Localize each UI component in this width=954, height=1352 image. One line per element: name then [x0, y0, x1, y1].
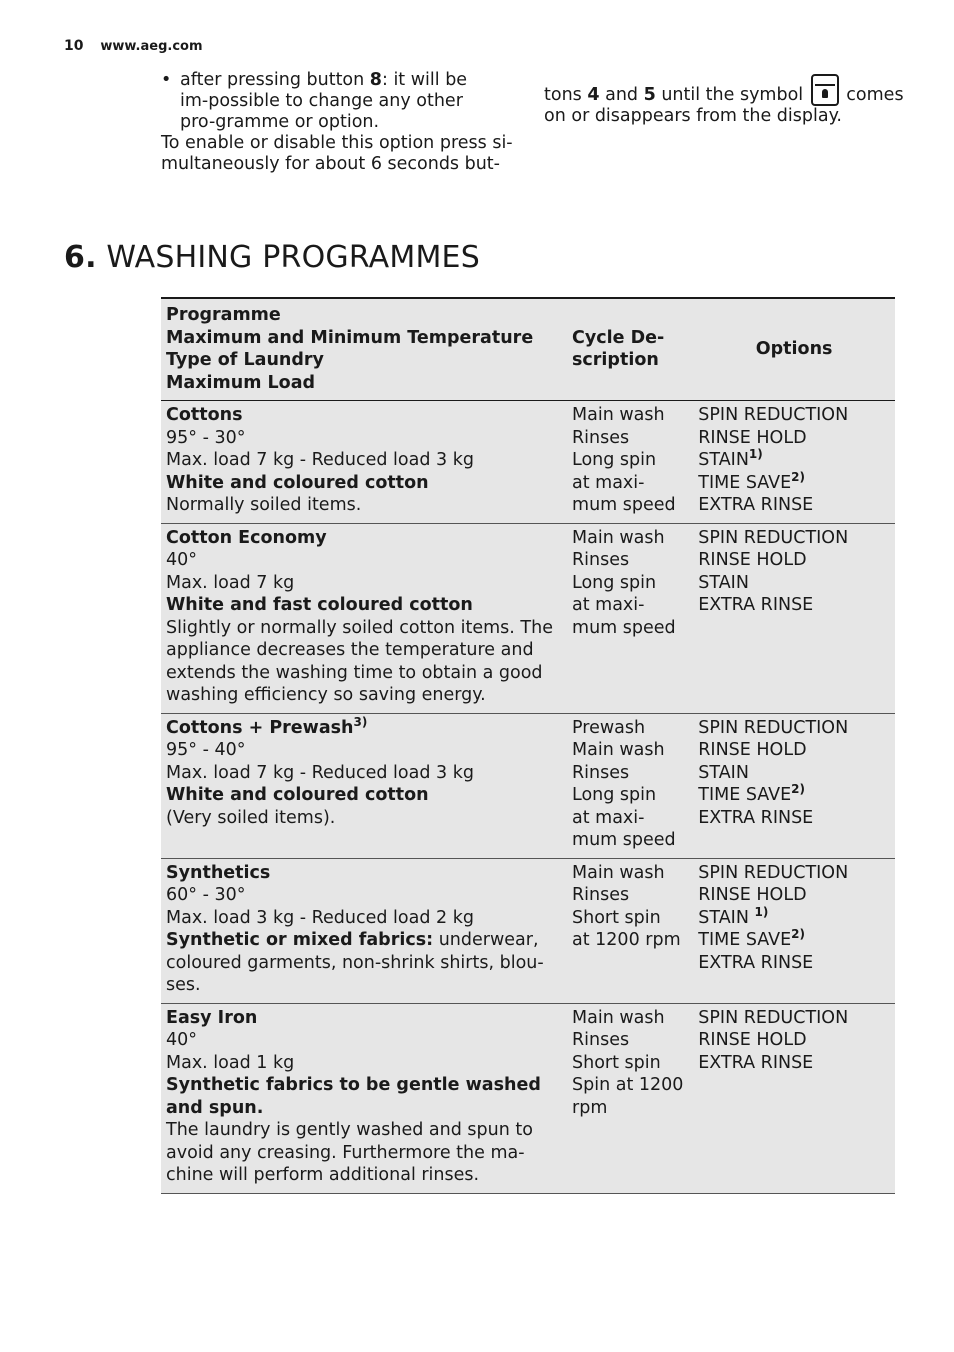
programme-cell: Cottons 95° - 30° Max. load 7 kg - Reduced load 3 kg White and coloured cotton Normally soiled items. — [161, 401, 567, 524]
table-row — [161, 401, 895, 524]
programme-name: Cottons — [166, 405, 243, 425]
table-row — [161, 713, 895, 858]
button-number-5: 5 — [643, 85, 656, 105]
bullet-item — [161, 70, 521, 133]
header-programme: Programme Maximum and Minimum Temperature Type of Laundry Maximum Load — [161, 298, 567, 401]
intro-paragraph: To enable or disable this option press si-multaneously for about 6 seconds but- — [161, 133, 513, 174]
programme-cell: Easy Iron 40° Max. load 1 kg Synthetic fabrics to be gentle washed and spun. The laundry is gently washed and spun to avoid any creasing. Furthermore the ma-chine will perform additional rinses. — [161, 1003, 567, 1193]
page-header — [64, 38, 203, 54]
programme-cell: Cotton Economy 40° Max. load 7 kg White and fast coloured cotton Slightly or normally soiled cotton items. The appliance decreases the temperature and extends the washing time to obtain a good washing efficiency so saving energy. — [161, 523, 567, 713]
intro-left-column — [161, 70, 521, 175]
table-row — [161, 1003, 895, 1193]
bullet-dot: • — [161, 70, 172, 90]
programme-name: Synthetics — [166, 862, 271, 883]
cycle-cell: Main wash Rinses Short spin Spin at 1200 rpm — [567, 1003, 693, 1193]
programme-name: Cotton Economy — [166, 527, 327, 548]
programme-name: Easy Iron — [166, 1007, 258, 1028]
footnote-ref: 2) — [791, 927, 805, 941]
options-cell: SPIN REDUCTION RINSE HOLD STAIN$^{1)}$ TIME SAVE$^{2)}$ EXTRA RINSE — [693, 401, 895, 524]
intro-right-column: tons 4 and 5 until the symbol comes on or disappears from the display. — [544, 74, 904, 127]
header-options: Options — [693, 298, 895, 401]
footnote-ref: 1) — [754, 904, 769, 919]
programmes-table — [161, 297, 895, 1194]
table-header-row — [161, 298, 895, 401]
footnote-ref: 1) — [748, 447, 763, 461]
cycle-cell: Main wash Rinses Long spin at maxi- mum speed — [567, 401, 693, 524]
button-number: 8 — [369, 70, 382, 90]
cycle-cell: Main wash Rinses Short spin at 1200 rpm — [567, 858, 693, 1003]
options-cell: SPIN REDUCTION RINSE HOLD EXTRA RINSE — [693, 1003, 895, 1193]
footnote-ref: 3) — [353, 714, 368, 729]
site-url: www.aeg.com — [100, 39, 203, 54]
options-cell: SPIN REDUCTION RINSE HOLD STAIN TIME SAVE$^{2)}$ EXTRA RINSE — [693, 713, 895, 858]
table-row — [161, 858, 895, 1003]
child-lock-icon — [811, 74, 839, 106]
options-cell: SPIN REDUCTION RINSE HOLD STAIN $^{1)}$ TIME SAVE$^{2)}$ EXTRA RINSE — [693, 858, 895, 1003]
bullet-text: after pressing button 8: it will be im-possible to change any other pro-gramme or option. — [180, 70, 468, 132]
section-heading: WASHING PROGRAMMES — [106, 240, 480, 275]
section-title — [64, 238, 480, 278]
cycle-cell: Prewash Main wash Rinses Long spin at maxi- mum speed — [567, 713, 693, 858]
footnote-ref: 2) — [791, 782, 805, 796]
options-cell: SPIN REDUCTION RINSE HOLD STAIN EXTRA RINSE — [693, 523, 895, 713]
programme-cell: Synthetics 60° - 30° Max. load 3 kg - Reduced load 2 kg Synthetic or mixed fabrics: underwear, coloured garments, non-shrink shirts, blou-ses. — [161, 858, 567, 1003]
button-number-4: 4 — [587, 85, 600, 105]
page-number: 10 — [64, 38, 84, 54]
programme-cell: Cottons + Prewash$^{3)}$ 95° - 40° Max. load 7 kg - Reduced load 3 kg White and coloured cotton (Very soiled items). — [161, 713, 567, 858]
section-number: 6. — [64, 240, 97, 275]
table-row — [161, 523, 895, 713]
header-cycle: Cycle De-scription — [567, 298, 693, 401]
cycle-cell: Main wash Rinses Long spin at maxi- mum speed — [567, 523, 693, 713]
programme-name: Cottons + Prewash$^{3)}$ — [166, 714, 368, 738]
footnote-ref: 2) — [791, 469, 805, 484]
